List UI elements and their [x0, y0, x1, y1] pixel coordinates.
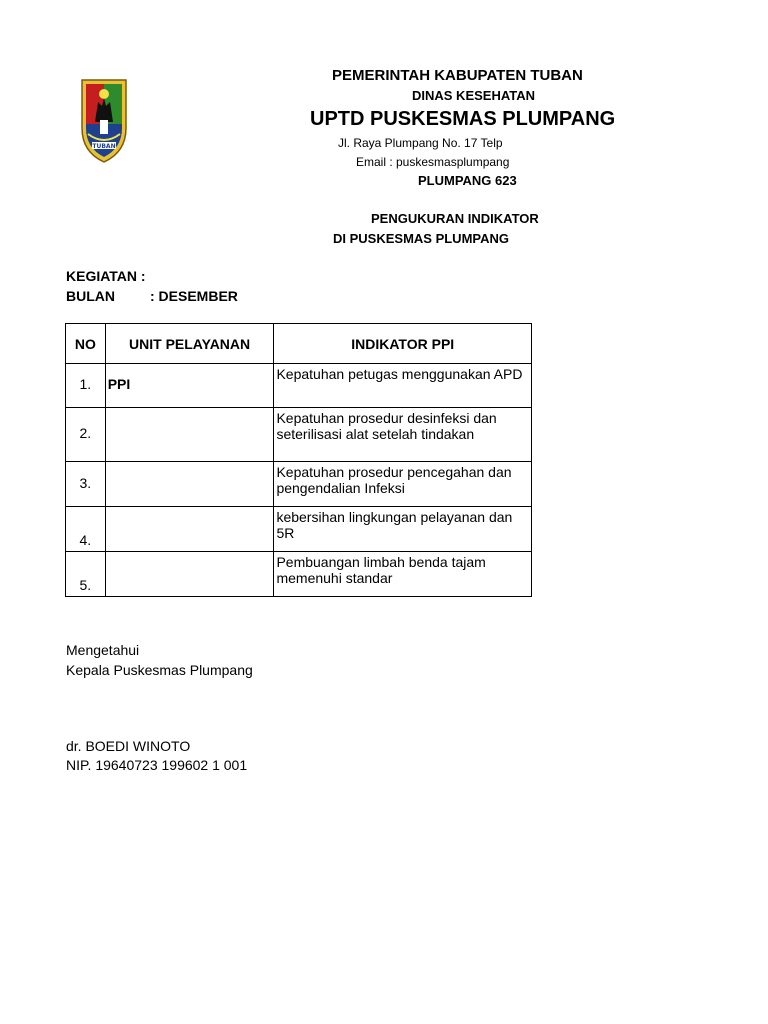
- regency-emblem-logo: [78, 76, 130, 164]
- indicator-table: [65, 323, 532, 597]
- signature-nip: NIP. 19640723 199602 1 001: [66, 757, 248, 773]
- row-unit: [105, 507, 274, 552]
- signature-mengetahui: Mengetahui: [66, 642, 140, 658]
- row-indikator: Kepatuhan petugas menggunakan APD: [274, 364, 532, 408]
- title-line2: DI PUSKESMAS PLUMPANG: [333, 231, 509, 246]
- table-row: [66, 552, 532, 597]
- row-no: 3.: [66, 462, 106, 507]
- header-government: PEMERINTAH KABUPATEN TUBAN: [332, 67, 583, 84]
- row-no: 5.: [66, 552, 106, 597]
- row-indikator: Kepatuhan prosedur desinfeksi dan seterilisasi alat setelah tindakan: [274, 408, 532, 462]
- svg-text:TUBAN: TUBAN: [92, 143, 116, 150]
- row-no: 2.: [66, 408, 106, 462]
- row-no: 4.: [66, 507, 106, 552]
- row-indikator: Kepatuhan prosedur pencegahan dan pengendalian Infeksi: [274, 462, 532, 507]
- header-department: DINAS KESEHATAN: [412, 88, 536, 103]
- row-unit: [105, 462, 274, 507]
- header-no: NO: [66, 324, 106, 364]
- table-row: [66, 507, 532, 552]
- header-unit: UNIT PELAYANAN: [105, 324, 274, 364]
- table-row: [66, 364, 532, 408]
- row-unit: [105, 552, 274, 597]
- table-header-row: [66, 324, 532, 364]
- header-email: Email : puskesmasplumpang: [356, 155, 510, 169]
- signature-position: Kepala Puskesmas Plumpang: [66, 662, 253, 678]
- kegiatan-label: KEGIATAN :: [66, 268, 146, 284]
- bulan-value: : DESEMBER: [150, 288, 238, 304]
- title-line1: PENGUKURAN INDIKATOR: [371, 211, 539, 226]
- table-row: [66, 408, 532, 462]
- signature-name: dr. BOEDI WINOTO: [66, 738, 191, 754]
- header-address: Jl. Raya Plumpang No. 17 Telp: [338, 136, 503, 150]
- row-no: 1.: [66, 364, 106, 408]
- header-institution: UPTD PUSKESMAS PLUMPANG: [310, 108, 616, 130]
- row-unit: [105, 408, 274, 462]
- bulan-label: BULAN: [66, 288, 115, 304]
- row-indikator: kebersihan lingkungan pelayanan dan 5R: [274, 507, 532, 552]
- header-city: PLUMPANG 623: [418, 173, 517, 188]
- row-indikator: Pembuangan limbah benda tajam memenuhi standar: [274, 552, 532, 597]
- table-row: [66, 462, 532, 507]
- row-unit: PPI: [105, 364, 274, 408]
- header-indikator: INDIKATOR PPI: [274, 324, 532, 364]
